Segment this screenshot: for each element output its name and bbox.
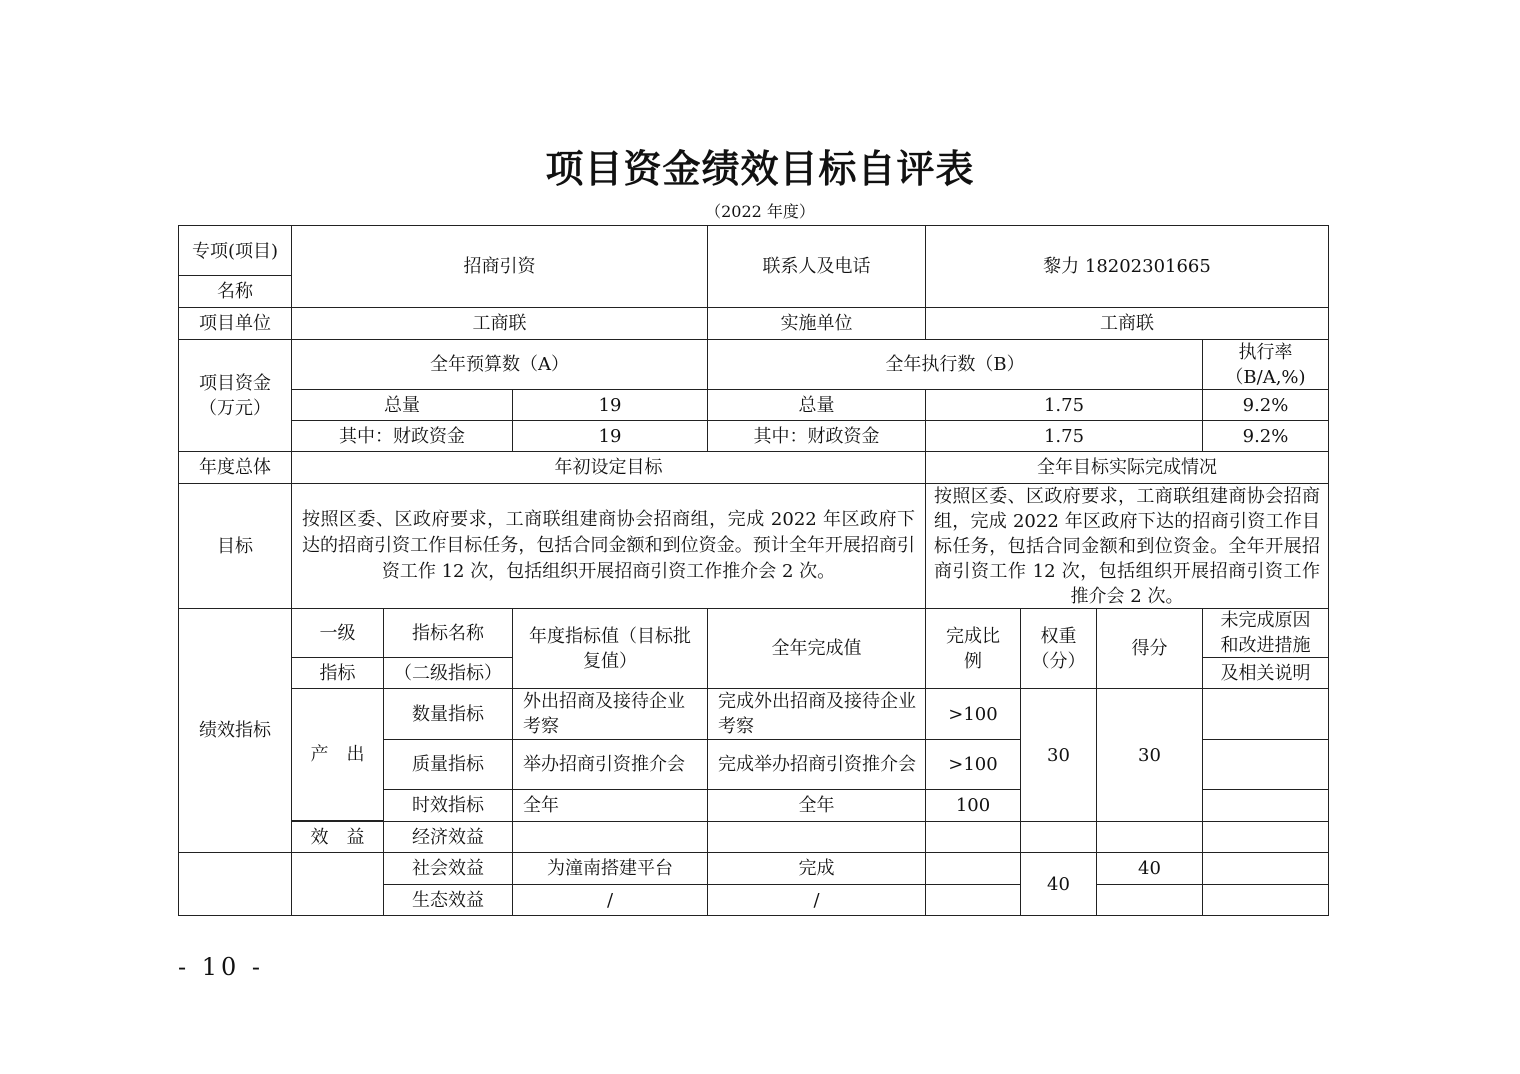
fiscal-exec-label: 其中：财政资金 [707,420,926,452]
indicator-actual [707,821,926,853]
target-value-header: 年度指标值（目标批复值） [512,608,708,689]
indicator-reason [1202,688,1329,740]
fiscal-rate: 9.2% [1202,420,1329,452]
indicator-ratio [925,884,1021,916]
project-name-value: 招商引资 [291,225,708,308]
funds-label: 项目资金（万元） [178,339,292,452]
indicator-reason [1202,884,1329,916]
fiscal-budget: 19 [512,420,708,452]
indicator-target [512,821,708,853]
benefit-level1: 效 益 [291,821,384,853]
output-level1: 产 出 [291,688,384,821]
unit-label: 项目单位 [178,307,292,340]
indicator-reason [1202,821,1329,853]
indicator-actual: 完成外出招商及接待企业考察 [707,688,926,740]
actual-value-header: 全年完成值 [707,608,926,689]
indicator-actual: / [707,884,926,916]
unit-value: 工商联 [291,307,708,340]
score-header: 得分 [1096,608,1203,689]
actual-goal-header: 全年目标实际完成情况 [925,451,1329,484]
indicator-target: 为潼南搭建平台 [512,852,708,885]
indicator-name: 数量指标 [383,688,513,740]
ratio-header: 完成比例 [925,608,1021,689]
output-score: 30 [1096,688,1203,822]
impl-unit-label: 实施单位 [707,307,926,340]
project-name-label: 专项(项目) [178,225,292,276]
rate-header: 执行率（B/A,%) [1202,339,1329,390]
indicator-target: 举办招商引资推介会 [512,739,708,790]
benefit-weight: 40 [1020,852,1097,916]
contact-value: 黎力 18202301665 [925,225,1329,308]
indicator-name-header: 指标名称 [383,608,513,658]
indicator-actual: 完成 [707,852,926,885]
weight-header: 权重（分） [1020,608,1097,689]
page-subtitle: （2022 年度） [705,202,815,221]
indicator-ratio: >100 [925,739,1021,790]
indicators-label: 绩效指标 [178,608,292,853]
indicator-name: 生态效益 [383,884,513,916]
indicator-reason [1202,789,1329,822]
total-exec-label: 总量 [707,389,926,421]
page-number: - 10 - [178,953,265,981]
initial-goal-text: 按照区委、区政府要求，工商联组建商协会招商组，完成 2022 年区政府下达的招商引资工作目标任务，包括合同金额和到位资金。预计全年开展招商引资工作 12 次，包括组织开展招商引资工作推介会 2 次。 [291,483,926,609]
exec-header: 全年执行数（B） [707,339,1203,390]
goals-label: 年度总体 [178,451,292,484]
level1-header-2: 指标 [291,657,384,689]
fiscal-exec: 1.75 [925,420,1203,452]
total-exec: 1.75 [925,389,1203,421]
actual-goal-text: 按照区委、区政府要求，工商联组建商协会招商组，完成 2022 年区政府下达的招商引资工作目标任务，包括合同金额和到位资金。全年开展招商引资工作 12 次，包括组织开展招商引资工作推介会 2 次。 [925,483,1329,609]
indicator-weight [1020,821,1097,853]
indicator-name: 时效指标 [383,789,513,822]
budget-header: 全年预算数（A） [291,339,708,390]
indicator-reason [1202,739,1329,790]
indicator-actual: 全年 [707,789,926,822]
indicator-score [1096,884,1203,916]
indicator-name: 经济效益 [383,821,513,853]
output-weight: 30 [1020,688,1097,822]
indicator-ratio: 100 [925,789,1021,822]
fiscal-label: 其中：财政资金 [291,420,513,452]
reason-header-2: 及相关说明 [1202,657,1329,689]
indicator-name: 质量指标 [383,739,513,790]
benefit-score: 40 [1096,852,1203,885]
indicator-reason [1202,852,1329,885]
contact-label: 联系人及电话 [707,225,926,308]
reason-header: 未完成原因和改进措施 [1202,608,1329,658]
indicator-name-header-2: （二级指标） [383,657,513,689]
indicator-score [1096,821,1203,853]
level1-header: 一级 [291,608,384,658]
indicator-name: 社会效益 [383,852,513,885]
indicator-ratio [925,821,1021,853]
indicator-ratio [925,852,1021,885]
project-name-label-2: 名称 [178,275,292,308]
total-rate: 9.2% [1202,389,1329,421]
goals-label-2: 目标 [178,483,292,609]
page-title: 项目资金绩效目标自评表 [545,146,975,191]
indicator-target: 外出招商及接待企业考察 [512,688,708,740]
total-budget: 19 [512,389,708,421]
indicators-continued-label [178,852,292,916]
indicator-target: / [512,884,708,916]
initial-goal-header: 年初设定目标 [291,451,926,484]
benefit-level1-continued [291,852,384,916]
impl-unit-value: 工商联 [925,307,1329,340]
total-label: 总量 [291,389,513,421]
indicator-ratio: >100 [925,688,1021,740]
indicator-actual: 完成举办招商引资推介会 [707,739,926,790]
indicator-target: 全年 [512,789,708,822]
